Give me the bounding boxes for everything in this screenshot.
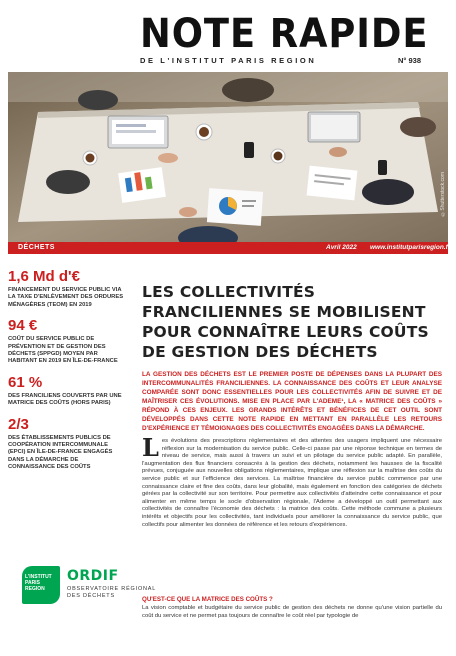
stat-value: 61 % xyxy=(8,373,43,391)
stat-description: COÛT DU SERVICE PUBLIC DE PRÉVENTION ET DE GESTION DES DÉCHETS (SPPGD) MOYEN PAR HABITANT EN 2019 EN ÎLE-DE-FRANCE xyxy=(8,336,118,365)
publication-title: NOTE RAPIDE xyxy=(140,11,429,57)
photo-credit: ©Shutterstock.com xyxy=(440,172,446,217)
ordif-logo-subtitle: OBSERVATOIRE RÉGIONAL DES DÉCHETS xyxy=(67,586,156,599)
ordif-logo: ORDIF xyxy=(67,568,119,584)
section-label: DÉCHETS xyxy=(18,244,55,251)
subsection-text: La vision comptable et budgétaire du service public de gestion des déchets ne donne qu'une vision partielle du coût du service et ne permet pas toujours de connaître le coût réel par typologie de xyxy=(142,605,442,619)
partner-logos xyxy=(22,566,156,606)
stat-item xyxy=(8,374,126,408)
article-title: LES COLLECTIVITÉS FRANCILIENNES SE MOBILISENT POUR CONNAÎTRE LEURS COÛTS DE GESTION DES DÉCHETS xyxy=(142,283,429,361)
article-lead: LA GESTION DES DÉCHETS EST LE PREMIER POSTE DE DÉPENSES DANS LA PLUPART DES INTERCOMMUNALITÉS FRANCILIENNES. LA CONNAISSANCE DES COÛTS ET LEUR ANALYSE COMPARÉE SONT DONC ESSENTIELLES POUR LES COLLECTIVITÉS AFIN DE SUIVRE ET DE MAÎTRISER CES ÉVOLUTIONS. MISE EN PLACE PAR L'ADEME¹, LA « MATRICE DES COÛTS » RÉPOND À CES ENJEUX. LES GRANDS INTÉRÊTS ET BÉNÉFICES DE CET OUTIL SONT DÉVELOPPÉS DANS CETTE NOTE RAPIDE EN METTANT EN PARALLÈLE LES RETOURS D'EXPÉRIENCE ET TÉMOIGNAGES DES COLLECTIVITÉS ENGAGÉES DANS LA DÉMARCHE. xyxy=(142,371,442,432)
stat-description: FINANCEMENT DU SERVICE PUBLIC VIA LA TAXE D'ENLÈVEMENT DES ORDURES MÉNAGÈRES (TEOM) EN 2019 xyxy=(8,287,124,308)
publication-date: Avril 2022 xyxy=(326,244,357,251)
cover-photo xyxy=(8,72,448,242)
website-link[interactable]: www.institutparisregion.fr xyxy=(370,244,451,251)
article-body xyxy=(142,433,442,529)
stat-value: 94 € xyxy=(8,317,38,335)
meeting-table-illustration xyxy=(8,72,448,242)
article-body-text: es évolutions des prescriptions réglementaires et des attentes des usagers impliquent une nécessaire réflexion sur la modernisation du service public. Celle-ci passe par une réponse technique en termes de niveau de service, mais aussi à travers un suivi et un pilotage du service public adapté. En parallèle, l'augmentation des flux financiers consacrés à la gestion des déchets, notamment les hausses de la fiscalité prévues, conjuguée aux nouvelles obligations réglementaires, implique une réflexion sur la maîtrise des coûts du service public et sur l'efficience des services. La maîtrise financière du service public commence par une connaissance claire et fine des coûts, dans leur globalité, mais également en fonction des catégories de déchets gérées par la collectivité sur son territoire. Pour permettre aux collectivités d'atteindre cette connaissance et pour alimenter en même temps le socle d'observation régionale, l'Ademe a développé un outil permettant aux collectivités de connaître l'économie des déchets : la matrice des coûts. Cette méthode commune a plusieurs intérêts et objectifs pour les collectivités, tant individuels pour améliorer la connaissance du service public, que collectifs pour alimenter les données de référence et les retours d'expériences. xyxy=(142,438,442,528)
institut-paris-region-logo: L'INSTITUT PARIS REGION xyxy=(22,566,60,604)
subsection-heading: QU'EST-CE QUE LA MATRICE DES COÛTS ? xyxy=(142,596,273,603)
stat-item xyxy=(8,317,126,366)
stat-item xyxy=(8,416,126,472)
stat-description: DES ÉTABLISSEMENTS PUBLICS DE COOPÉRATION INTERCOMMUNALE (EPCI) EN ÎLE-DE-FRANCE ENGAGÉS DANS LA DÉMARCHE DE CONNAISSANCE DES COÛTS xyxy=(8,434,113,471)
stat-description: DES FRANCILIENS COUVERTS PAR UNE MATRICE DES COÛTS (HORS PARIS) xyxy=(8,392,122,407)
key-figures-sidebar xyxy=(8,268,126,480)
masthead xyxy=(0,0,456,72)
section-banner xyxy=(8,242,451,254)
stat-value: 1,6 Md d'€ xyxy=(8,268,80,285)
issue-number: N° 938 xyxy=(398,56,422,65)
stat-item xyxy=(8,268,126,309)
publication-subtitle: DE L'INSTITUT PARIS REGION xyxy=(140,56,317,65)
drop-cap: L xyxy=(142,433,159,462)
stat-value: 2/3 xyxy=(8,415,29,433)
